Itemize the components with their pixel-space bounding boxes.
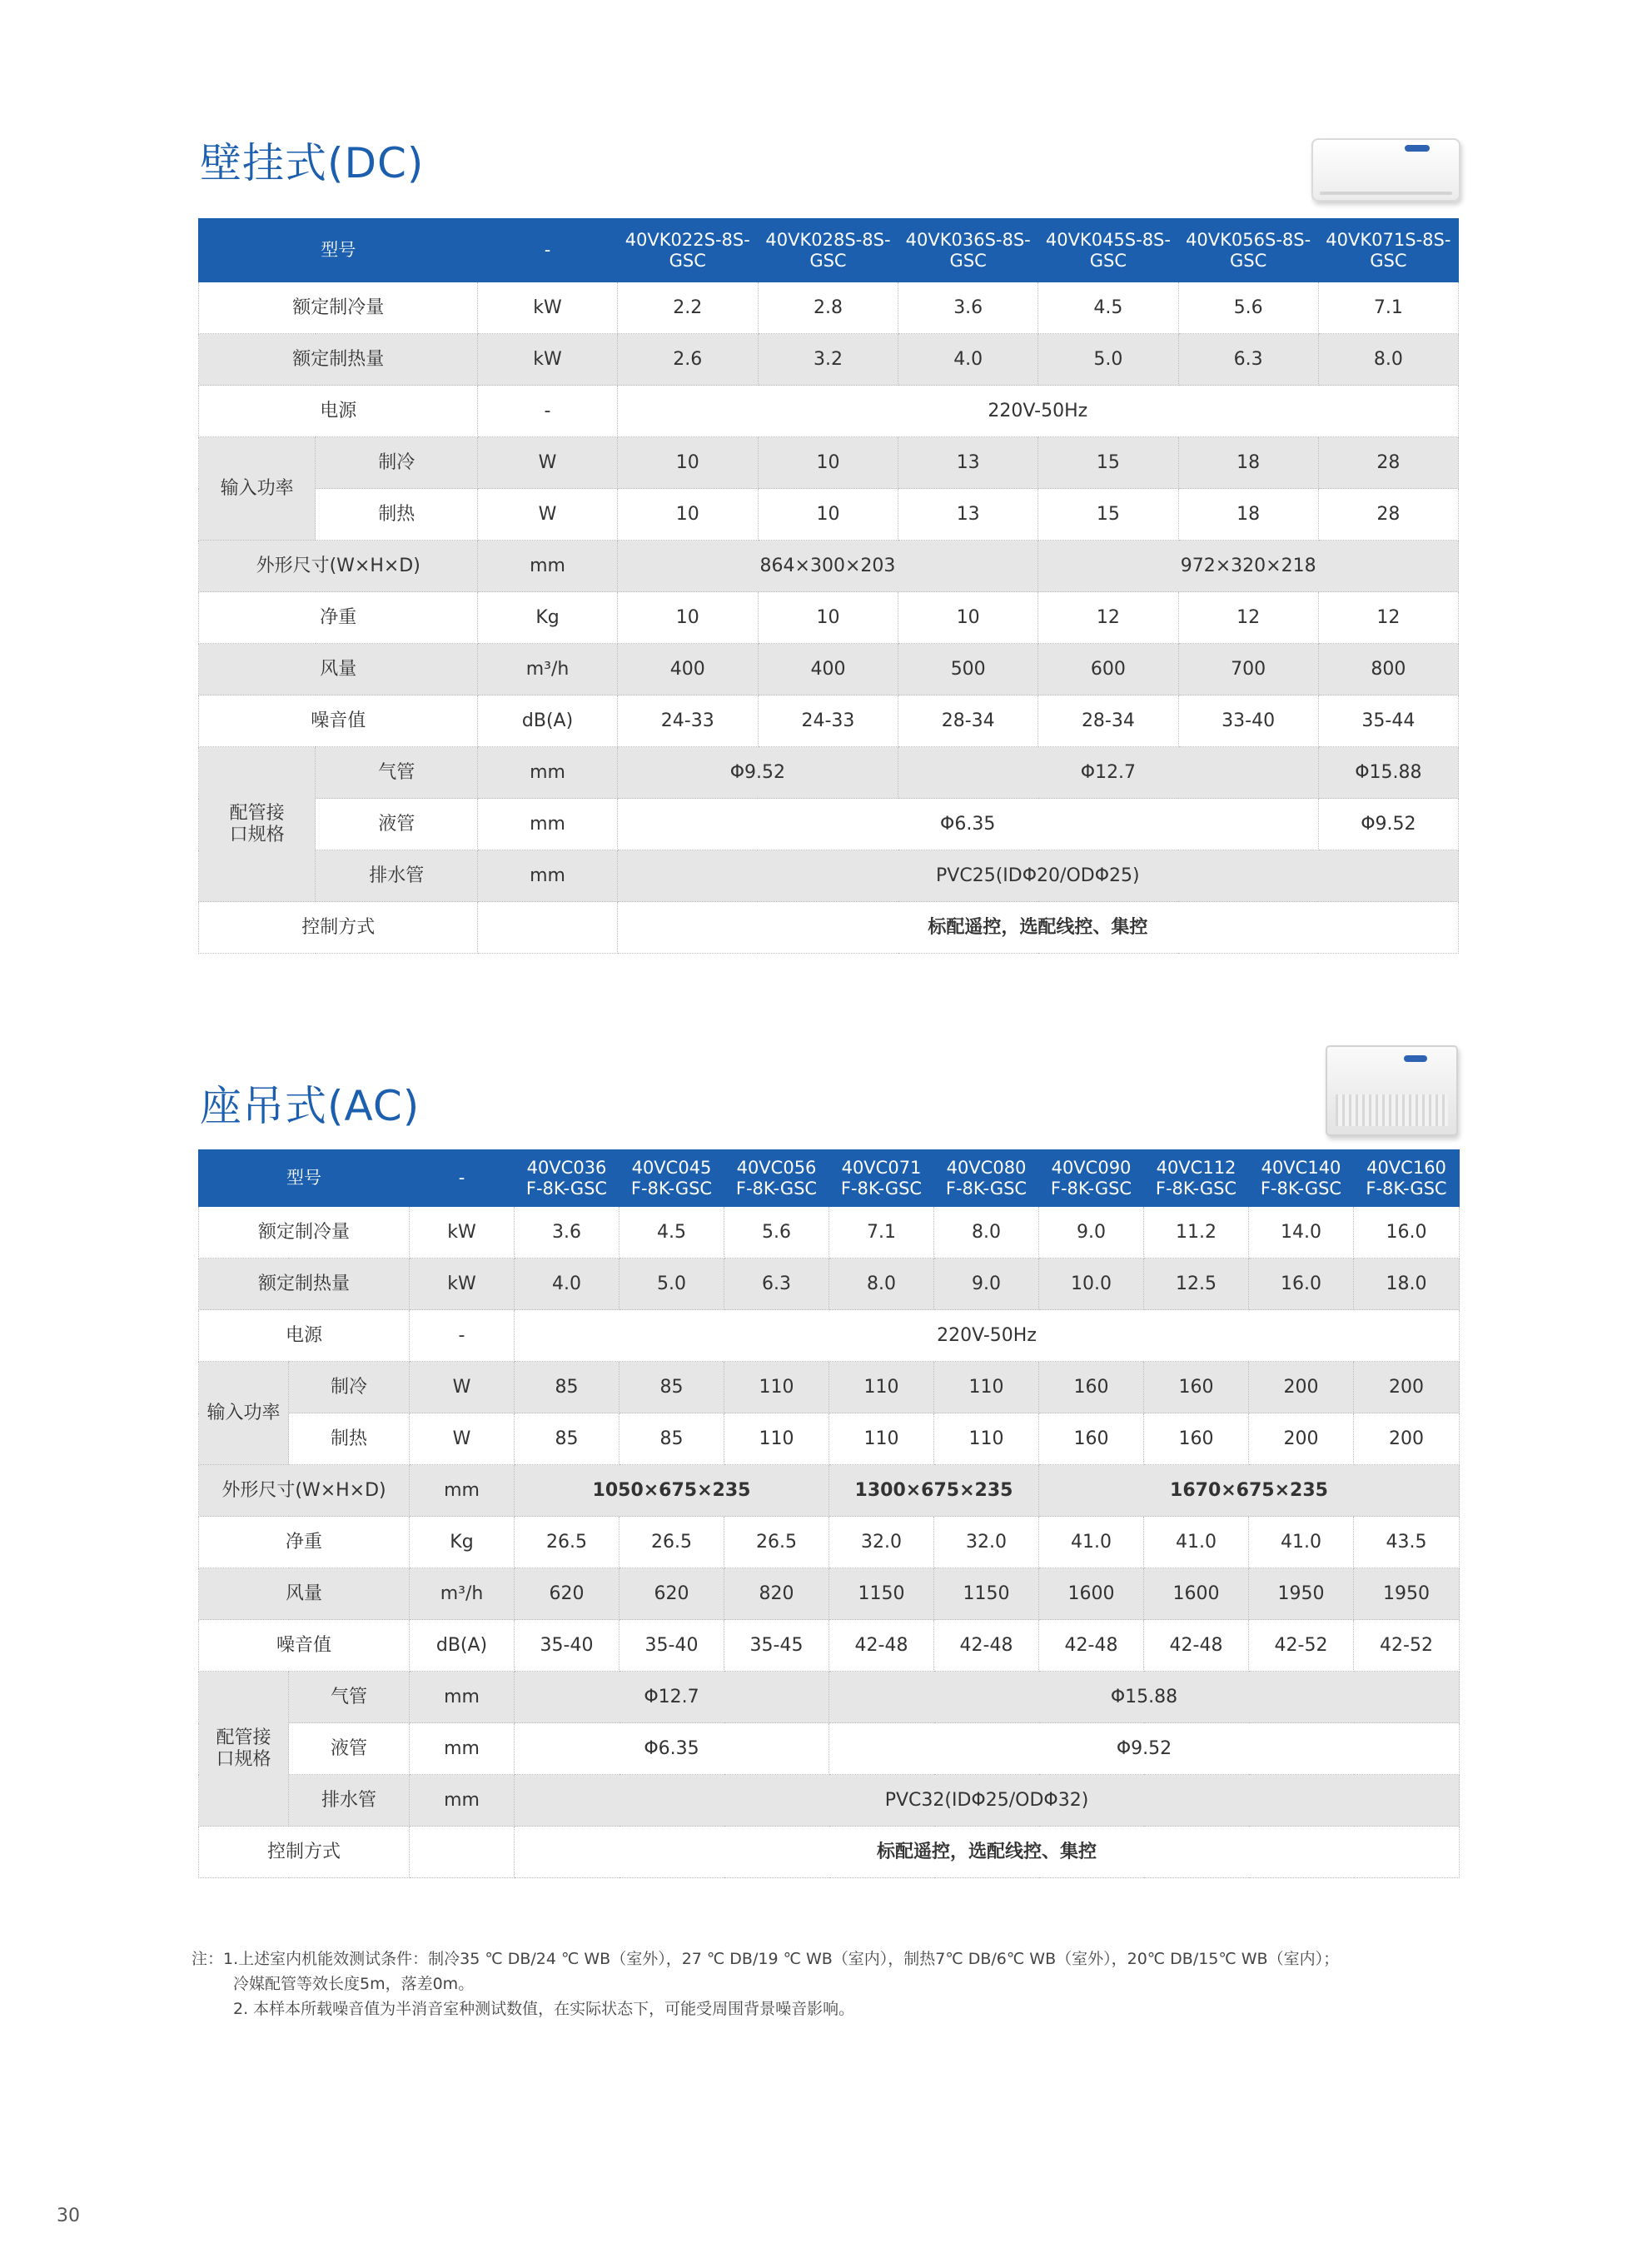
cell-value: 10	[758, 437, 898, 489]
cell-value: 35-40	[515, 1620, 620, 1672]
ac-cooling-row	[199, 1207, 1460, 1259]
cell-value: 200	[1354, 1362, 1460, 1413]
cell-value: 标配遥控，选配线控、集控	[617, 902, 1458, 954]
header-unit: -	[478, 219, 617, 282]
row-unit: kW	[410, 1207, 515, 1259]
cell-value: 13	[898, 489, 1038, 541]
cell-value: 600	[1038, 644, 1178, 695]
header-unit: -	[410, 1150, 515, 1207]
dc-section-title: 壁挂式(DC)	[200, 139, 425, 187]
cell-value: 28	[1318, 489, 1458, 541]
cell-value: 220V-50Hz	[617, 386, 1458, 437]
cell-value: 200	[1354, 1413, 1460, 1465]
cell-value: 5.6	[1178, 282, 1318, 334]
pipe-spec-label: 配管接口规格	[229, 803, 285, 845]
cell-value: 4.0	[515, 1259, 620, 1310]
cell-value: 1950	[1249, 1568, 1354, 1620]
row-unit: mm	[478, 799, 617, 850]
cell-value: 41.0	[1249, 1517, 1354, 1568]
cell-value: Φ12.7	[898, 747, 1319, 799]
cell-value: Φ12.7	[515, 1672, 829, 1723]
dc-airflow-row	[199, 644, 1459, 695]
cell-value: Φ6.35	[617, 799, 1318, 850]
row-unit: W	[410, 1362, 515, 1413]
ac-control-row	[199, 1827, 1460, 1878]
cell-value: 3.6	[898, 282, 1038, 334]
cell-value: 972×320×218	[1038, 541, 1459, 592]
row-group-label: 输入功率	[199, 437, 316, 541]
cell-value: 220V-50Hz	[515, 1310, 1460, 1362]
model-code: 40VC056	[736, 1158, 817, 1179]
row-sublabel: 气管	[289, 1672, 410, 1723]
cell-value: 110	[724, 1413, 829, 1465]
wall-mounted-unit-image	[1311, 138, 1460, 202]
dc-weight-row	[199, 592, 1459, 644]
cell-value: 6.3	[724, 1259, 829, 1310]
row-unit: mm	[478, 850, 617, 902]
cell-value: 41.0	[1144, 1517, 1249, 1568]
ac-model-name	[829, 1150, 934, 1207]
cell-value: PVC32(IDΦ25/ODΦ32)	[515, 1775, 1460, 1827]
cell-value: 16.0	[1249, 1259, 1354, 1310]
ac-gas-pipe-row	[199, 1672, 1460, 1723]
row-unit: dB(A)	[478, 695, 617, 747]
cell-value: 标配遥控，选配线控、集控	[515, 1827, 1460, 1878]
cell-value: 700	[1178, 644, 1318, 695]
model-suffix: F-8K-GSC	[1366, 1178, 1447, 1199]
row-label: 控制方式	[199, 1827, 410, 1878]
pipe-spec-label: 配管接口规格	[216, 1727, 271, 1770]
ac-model-name	[1039, 1150, 1144, 1207]
row-label: 风量	[199, 644, 478, 695]
ac-model-name	[1144, 1150, 1249, 1207]
cell-value: 5.0	[1038, 334, 1178, 386]
row-group-label: 输入功率	[199, 1362, 289, 1465]
row-label: 外形尺寸(W×H×D)	[199, 1465, 410, 1517]
dc-model-name: 40VK045S-8S-GSC	[1038, 219, 1178, 282]
cell-value: 1150	[829, 1568, 934, 1620]
note-line: 注：1.上述室内机能效测试条件：制冷35 ℃ DB/24 ℃ WB（室外），27 ℃ DB/19 ℃ WB（室内），制热7℃ DB/6℃ WB（室外），20℃ DB/15℃ WB（室内）；	[192, 1950, 1340, 1968]
row-label: 风量	[199, 1568, 410, 1620]
model-code: 40VC112	[1156, 1158, 1237, 1179]
row-sublabel: 制热	[289, 1413, 410, 1465]
cell-value: Φ9.52	[617, 747, 898, 799]
note-line: 冷媒配管等效长度5m，落差0m。	[233, 1975, 475, 1993]
ac-heating-row	[199, 1259, 1460, 1310]
page-number: 30	[57, 2206, 80, 2226]
cell-value: 110	[934, 1362, 1039, 1413]
cell-value: 12	[1318, 592, 1458, 644]
cell-value: 7.1	[1318, 282, 1458, 334]
ceiling-floor-unit-image	[1326, 1045, 1458, 1136]
cell-value: 5.0	[620, 1259, 724, 1310]
dc-cooling-row	[199, 282, 1459, 334]
cell-value: 160	[1039, 1413, 1144, 1465]
row-unit	[478, 902, 617, 954]
cell-value: 33-40	[1178, 695, 1318, 747]
row-unit: W	[478, 437, 617, 489]
row-unit: m³/h	[478, 644, 617, 695]
row-unit: mm	[410, 1672, 515, 1723]
cell-value: 18	[1178, 437, 1318, 489]
row-label: 额定制冷量	[199, 282, 478, 334]
row-unit: mm	[410, 1723, 515, 1775]
cell-value: 7.1	[829, 1207, 934, 1259]
cell-value: 42-48	[934, 1620, 1039, 1672]
row-label: 噪音值	[199, 695, 478, 747]
dc-input-heat-row	[199, 489, 1459, 541]
row-sublabel: 制热	[316, 489, 478, 541]
row-group-label	[199, 747, 316, 902]
cell-value: 8.0	[829, 1259, 934, 1310]
cell-value: 1050×675×235	[515, 1465, 829, 1517]
cell-value: 16.0	[1354, 1207, 1460, 1259]
cell-value: 4.0	[898, 334, 1038, 386]
grille-icon	[1336, 1094, 1448, 1126]
cell-value: 6.3	[1178, 334, 1318, 386]
brand-logo-icon	[1404, 1055, 1427, 1062]
cell-value: 42-48	[1144, 1620, 1249, 1672]
cell-value: 10	[617, 592, 758, 644]
cell-value: 15	[1038, 437, 1178, 489]
cell-value: 160	[1144, 1362, 1249, 1413]
model-suffix: F-8K-GSC	[735, 1178, 818, 1199]
dc-model-name: 40VK022S-8S-GSC	[617, 219, 758, 282]
cell-value: 28-34	[898, 695, 1038, 747]
row-unit: kW	[478, 334, 617, 386]
ac-noise-row	[199, 1620, 1460, 1672]
ac-model-name	[724, 1150, 829, 1207]
ac-model-name	[515, 1150, 620, 1207]
row-group-label	[199, 1672, 289, 1827]
row-label: 额定制冷量	[199, 1207, 410, 1259]
cell-value: 110	[724, 1362, 829, 1413]
cell-value: 620	[515, 1568, 620, 1620]
ac-weight-row	[199, 1517, 1460, 1568]
row-unit: Kg	[478, 592, 617, 644]
cell-value: 2.2	[617, 282, 758, 334]
row-label: 净重	[199, 592, 478, 644]
cell-value: 42-48	[1039, 1620, 1144, 1672]
row-sublabel: 气管	[316, 747, 478, 799]
cell-value: 820	[724, 1568, 829, 1620]
row-unit: Kg	[410, 1517, 515, 1568]
model-suffix: F-8K-GSC	[1260, 1178, 1342, 1199]
cell-value: 200	[1249, 1413, 1354, 1465]
row-sublabel: 液管	[289, 1723, 410, 1775]
row-label: 净重	[199, 1517, 410, 1568]
dc-input-cool-row	[199, 437, 1459, 489]
row-unit: kW	[478, 282, 617, 334]
cell-value: 28-34	[1038, 695, 1178, 747]
model-code: 40VC090	[1051, 1158, 1132, 1179]
cell-value: 10.0	[1039, 1259, 1144, 1310]
row-sublabel: 排水管	[289, 1775, 410, 1827]
cell-value: 26.5	[620, 1517, 724, 1568]
dc-spec-table	[198, 218, 1459, 954]
footnotes	[192, 1946, 1339, 2021]
cell-value: 1670×675×235	[1039, 1465, 1460, 1517]
row-sublabel: 制冷	[289, 1362, 410, 1413]
cell-value: 26.5	[724, 1517, 829, 1568]
cell-value: 110	[829, 1413, 934, 1465]
cell-value: 32.0	[934, 1517, 1039, 1568]
dc-noise-row	[199, 695, 1459, 747]
cell-value: 1600	[1039, 1568, 1144, 1620]
cell-value: 1950	[1354, 1568, 1460, 1620]
cell-value: 1300×675×235	[829, 1465, 1039, 1517]
cell-value: 35-40	[620, 1620, 724, 1672]
cell-value: Φ6.35	[515, 1723, 829, 1775]
dc-heating-row	[199, 334, 1459, 386]
row-unit: mm	[410, 1775, 515, 1827]
ac-input-heat-row	[199, 1413, 1460, 1465]
cell-value: 400	[617, 644, 758, 695]
row-label: 额定制热量	[199, 1259, 410, 1310]
cell-value: 12	[1178, 592, 1318, 644]
cell-value: 35-44	[1318, 695, 1458, 747]
model-suffix: F-8K-GSC	[1050, 1178, 1132, 1199]
cell-value: Φ15.88	[829, 1672, 1460, 1723]
cell-value: 400	[758, 644, 898, 695]
cell-value: 160	[1144, 1413, 1249, 1465]
dc-drain-pipe-row	[199, 850, 1459, 902]
dc-power-row	[199, 386, 1459, 437]
cell-value: 8.0	[1318, 334, 1458, 386]
cell-value: 10	[758, 592, 898, 644]
cell-value: 200	[1249, 1362, 1354, 1413]
model-code: 40VC045	[631, 1158, 712, 1179]
row-unit: kW	[410, 1259, 515, 1310]
model-code: 40VC071	[841, 1158, 922, 1179]
cell-value: 110	[934, 1413, 1039, 1465]
cell-value: 9.0	[934, 1259, 1039, 1310]
cell-value: 24-33	[758, 695, 898, 747]
row-unit: mm	[410, 1465, 515, 1517]
cell-value: 14.0	[1249, 1207, 1354, 1259]
cell-value: 24-33	[617, 695, 758, 747]
model-code: 40VC036	[526, 1158, 607, 1179]
cell-value: 4.5	[1038, 282, 1178, 334]
cell-value: 160	[1039, 1362, 1144, 1413]
dc-gas-pipe-row	[199, 747, 1459, 799]
row-unit: mm	[478, 541, 617, 592]
cell-value: 85	[620, 1362, 724, 1413]
cell-value: 1600	[1144, 1568, 1249, 1620]
row-unit: -	[410, 1310, 515, 1362]
model-suffix: F-8K-GSC	[945, 1178, 1028, 1199]
row-unit: m³/h	[410, 1568, 515, 1620]
cell-value: 2.8	[758, 282, 898, 334]
model-suffix: F-8K-GSC	[1155, 1178, 1237, 1199]
dc-model-name: 40VK056S-8S-GSC	[1178, 219, 1318, 282]
dc-dimensions-row	[199, 541, 1459, 592]
cell-value: 35-45	[724, 1620, 829, 1672]
cell-value: PVC25(IDΦ20/ODΦ25)	[617, 850, 1458, 902]
model-code: 40VC140	[1261, 1158, 1341, 1179]
cell-value: 18	[1178, 489, 1318, 541]
cell-value: 42-52	[1354, 1620, 1460, 1672]
row-sublabel: 制冷	[316, 437, 478, 489]
dc-liquid-pipe-row	[199, 799, 1459, 850]
row-unit: W	[410, 1413, 515, 1465]
row-unit: dB(A)	[410, 1620, 515, 1672]
model-suffix: F-8K-GSC	[525, 1178, 608, 1199]
model-suffix: F-8K-GSC	[630, 1178, 713, 1199]
cell-value: 110	[829, 1362, 934, 1413]
vent-slot-icon	[1320, 192, 1452, 195]
cell-value: 620	[620, 1568, 724, 1620]
cell-value: 41.0	[1039, 1517, 1144, 1568]
cell-value: 85	[620, 1413, 724, 1465]
cell-value: 10	[617, 489, 758, 541]
cell-value: 28	[1318, 437, 1458, 489]
dc-model-name: 40VK036S-8S-GSC	[898, 219, 1038, 282]
dc-header-row	[199, 219, 1459, 282]
cell-value: 10	[758, 489, 898, 541]
brand-logo-icon	[1405, 145, 1430, 152]
ac-model-name	[620, 1150, 724, 1207]
cell-value: 4.5	[620, 1207, 724, 1259]
cell-value: 12.5	[1144, 1259, 1249, 1310]
ac-spec-table	[198, 1149, 1460, 1878]
cell-value: 18.0	[1354, 1259, 1460, 1310]
cell-value: Φ15.88	[1318, 747, 1458, 799]
row-unit: -	[478, 386, 617, 437]
cell-value: 2.6	[617, 334, 758, 386]
cell-value: 10	[898, 592, 1038, 644]
row-sublabel: 排水管	[316, 850, 478, 902]
ac-model-name	[1354, 1150, 1460, 1207]
note-line: 2. 本样本所载噪音值为半消音室种测试数值，在实际状态下，可能受周围背景噪音影响。	[233, 2000, 855, 2018]
row-unit	[410, 1827, 515, 1878]
cell-value: 26.5	[515, 1517, 620, 1568]
dc-control-row	[199, 902, 1459, 954]
ac-power-row	[199, 1310, 1460, 1362]
ac-section-title: 座吊式(AC)	[200, 1082, 420, 1130]
ac-liquid-pipe-row	[199, 1723, 1460, 1775]
dc-model-name: 40VK071S-8S-GSC	[1318, 219, 1458, 282]
cell-value: 3.6	[515, 1207, 620, 1259]
ac-drain-pipe-row	[199, 1775, 1460, 1827]
row-label: 额定制热量	[199, 334, 478, 386]
cell-value: 3.2	[758, 334, 898, 386]
cell-value: 8.0	[934, 1207, 1039, 1259]
model-code: 40VC080	[946, 1158, 1027, 1179]
cell-value: Φ9.52	[829, 1723, 1460, 1775]
ac-dimensions-row	[199, 1465, 1460, 1517]
cell-value: 9.0	[1039, 1207, 1144, 1259]
ac-input-cool-row	[199, 1362, 1460, 1413]
ac-header-row	[199, 1150, 1460, 1207]
header-model-label: 型号	[199, 1150, 410, 1207]
ac-model-name	[934, 1150, 1039, 1207]
ac-model-name	[1249, 1150, 1354, 1207]
row-sublabel: 液管	[316, 799, 478, 850]
cell-value: 1150	[934, 1568, 1039, 1620]
header-model-label: 型号	[199, 219, 478, 282]
cell-value: 42-52	[1249, 1620, 1354, 1672]
cell-value: 42-48	[829, 1620, 934, 1672]
row-label: 电源	[199, 386, 478, 437]
row-unit: W	[478, 489, 617, 541]
cell-value: 32.0	[829, 1517, 934, 1568]
row-unit: mm	[478, 747, 617, 799]
cell-value: 5.6	[724, 1207, 829, 1259]
cell-value: 864×300×203	[617, 541, 1038, 592]
cell-value: 13	[898, 437, 1038, 489]
cell-value: 10	[617, 437, 758, 489]
ac-airflow-row	[199, 1568, 1460, 1620]
cell-value: 15	[1038, 489, 1178, 541]
row-label: 外形尺寸(W×H×D)	[199, 541, 478, 592]
cell-value: 43.5	[1354, 1517, 1460, 1568]
row-label: 电源	[199, 1310, 410, 1362]
cell-value: 11.2	[1144, 1207, 1249, 1259]
cell-value: 85	[515, 1362, 620, 1413]
cell-value: 800	[1318, 644, 1458, 695]
cell-value: 12	[1038, 592, 1178, 644]
cell-value: Φ9.52	[1318, 799, 1458, 850]
model-suffix: F-8K-GSC	[840, 1178, 923, 1199]
dc-model-name: 40VK028S-8S-GSC	[758, 219, 898, 282]
row-label: 控制方式	[199, 902, 478, 954]
row-label: 噪音值	[199, 1620, 410, 1672]
cell-value: 500	[898, 644, 1038, 695]
model-code: 40VC160	[1366, 1158, 1446, 1179]
cell-value: 85	[515, 1413, 620, 1465]
